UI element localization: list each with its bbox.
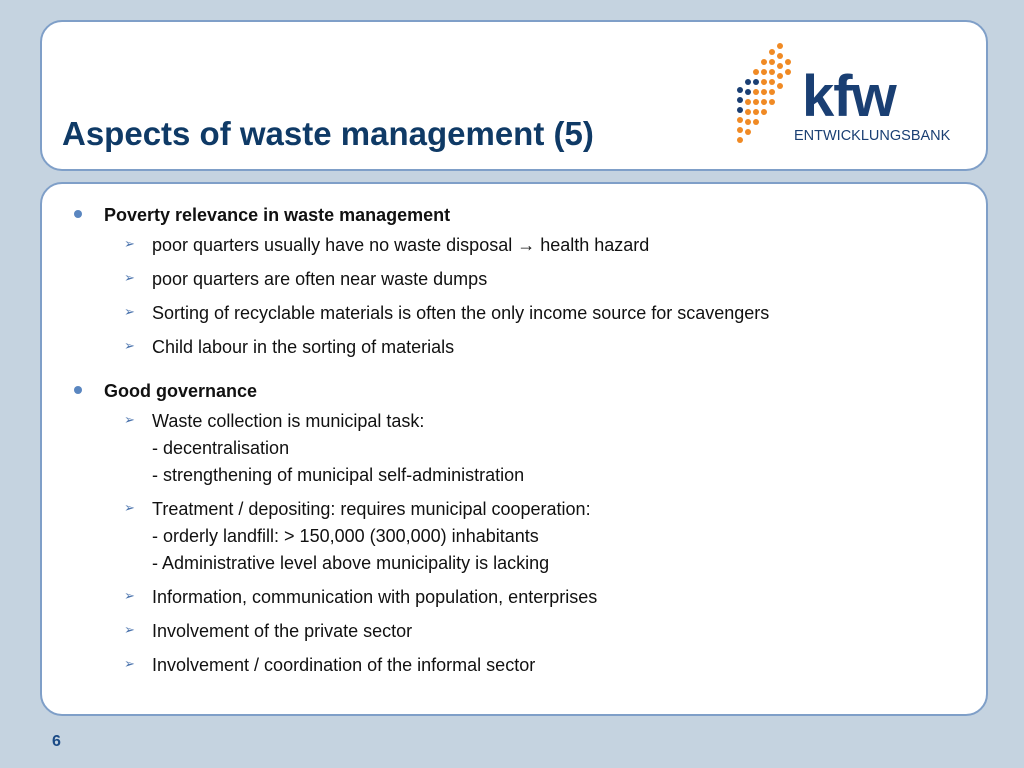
sub-bullet-text [152, 584, 597, 611]
arrow-bullet-icon: ➢ [124, 588, 135, 603]
logo-dot [761, 59, 767, 65]
logo-dot [737, 137, 743, 143]
logo-dot [737, 107, 743, 113]
bullet-heading [72, 205, 972, 226]
logo-dot [769, 59, 775, 65]
logo-dot [777, 73, 783, 79]
sub-bullet-line: Information, communication with population, enterprises [152, 587, 598, 607]
bullet-heading [72, 381, 972, 402]
logo-dot [753, 109, 759, 115]
sub-bullet-list [72, 232, 972, 361]
logo-dot [785, 59, 791, 65]
logo-dot [777, 43, 783, 49]
sub-bullet-item [72, 232, 972, 259]
logo-dot [777, 63, 783, 69]
bullet-dot-icon [74, 210, 82, 218]
bullet-heading-text: Good governance [104, 381, 258, 401]
logo-dot [769, 89, 775, 95]
arrow-bullet-icon: ➢ [124, 500, 135, 515]
sub-bullet-line: poor quarters are often near waste dumps [152, 269, 488, 289]
sub-bullet-item [72, 408, 972, 489]
logo-wordmark: kfw [802, 64, 896, 129]
logo-dot [761, 99, 767, 105]
sub-bullet-line: Child labour in the sorting of materials [152, 337, 455, 357]
logo-dot [745, 109, 751, 115]
sub-bullet-text [152, 266, 487, 293]
logo-dot [769, 79, 775, 85]
sub-bullet-text [152, 232, 649, 259]
sub-bullet-text [152, 652, 535, 679]
logo-dot [761, 89, 767, 95]
slide-content [72, 205, 972, 699]
sub-bullet-item [72, 496, 972, 577]
logo-dot [745, 99, 751, 105]
logo-dot [753, 119, 759, 125]
sub-bullet-line: Waste collection is municipal task: [152, 411, 425, 431]
sub-bullet-line: - Administrative level above municipality is lacking [152, 553, 550, 573]
bullet-section [72, 205, 972, 361]
logo-dot [737, 127, 743, 133]
logo-dot [769, 69, 775, 75]
logo-dot [761, 79, 767, 85]
sub-bullet-item [72, 266, 972, 293]
logo-dot [777, 53, 783, 59]
logo-dot [745, 89, 751, 95]
logo-dot [753, 89, 759, 95]
logo-dot [785, 69, 791, 75]
logo-dot [745, 129, 751, 135]
logo-dot [753, 99, 759, 105]
arrow-bullet-icon: ➢ [124, 412, 135, 427]
sub-bullet-item [72, 300, 972, 327]
logo-dot [777, 83, 783, 89]
sub-bullet-text [152, 618, 412, 645]
arrow-bullet-icon: ➢ [124, 270, 135, 285]
arrow-bullet-icon: ➢ [124, 236, 135, 251]
sub-bullet-item [72, 584, 972, 611]
arrow-bullet-icon: ➢ [124, 304, 135, 319]
logo-dot [745, 79, 751, 85]
slide-title: Aspects of waste management (5) [62, 115, 594, 152]
logo-dot [745, 119, 751, 125]
logo-dot [737, 97, 743, 103]
logo-dot [761, 69, 767, 75]
sub-bullet-item [72, 618, 972, 645]
sub-bullet-line: Involvement of the private sector [152, 621, 413, 641]
logo-dot [753, 69, 759, 75]
sub-bullet-text [152, 496, 591, 577]
sub-bullet-line: - strengthening of municipal self-administration [152, 465, 525, 485]
logo-subtitle: ENTWICKLUNGSBANK [794, 128, 951, 144]
sub-bullet-text [152, 300, 769, 327]
sub-bullet-line: - orderly landfill: > 150,000 (300,000) inhabitants [152, 526, 539, 546]
bullet-section [72, 381, 972, 679]
logo-dot [769, 49, 775, 55]
logo-dot [753, 79, 759, 85]
arrow-bullet-icon: ➢ [124, 656, 135, 671]
logo-dot-pattern [737, 43, 791, 143]
sub-bullet-line: - decentralisation [152, 438, 290, 458]
sub-bullet-text [152, 334, 454, 361]
logo-dot [737, 87, 743, 93]
page-number: 6 [52, 733, 61, 750]
sub-bullet-item [72, 652, 972, 679]
sub-bullet-text [152, 408, 524, 489]
sub-bullet-item [72, 334, 972, 361]
sub-bullet-line: poor quarters usually have no waste disposal → health hazard [152, 235, 650, 255]
logo-dot [769, 99, 775, 105]
sub-bullet-line: Treatment / depositing: requires municipal cooperation: [152, 499, 591, 519]
arrow-bullet-icon: ➢ [124, 338, 135, 353]
bullet-dot-icon [74, 386, 82, 394]
logo-dot [737, 117, 743, 123]
logo-dot [761, 109, 767, 115]
sub-bullet-line: Involvement / coordination of the informal sector [152, 655, 536, 675]
arrow-bullet-icon: ➢ [124, 622, 135, 637]
sub-bullet-list [72, 408, 972, 679]
sub-bullet-line: Sorting of recyclable materials is often the only income source for scavengers [152, 303, 770, 323]
bullet-heading-text: Poverty relevance in waste management [104, 205, 451, 225]
kfw-logo [734, 42, 970, 148]
